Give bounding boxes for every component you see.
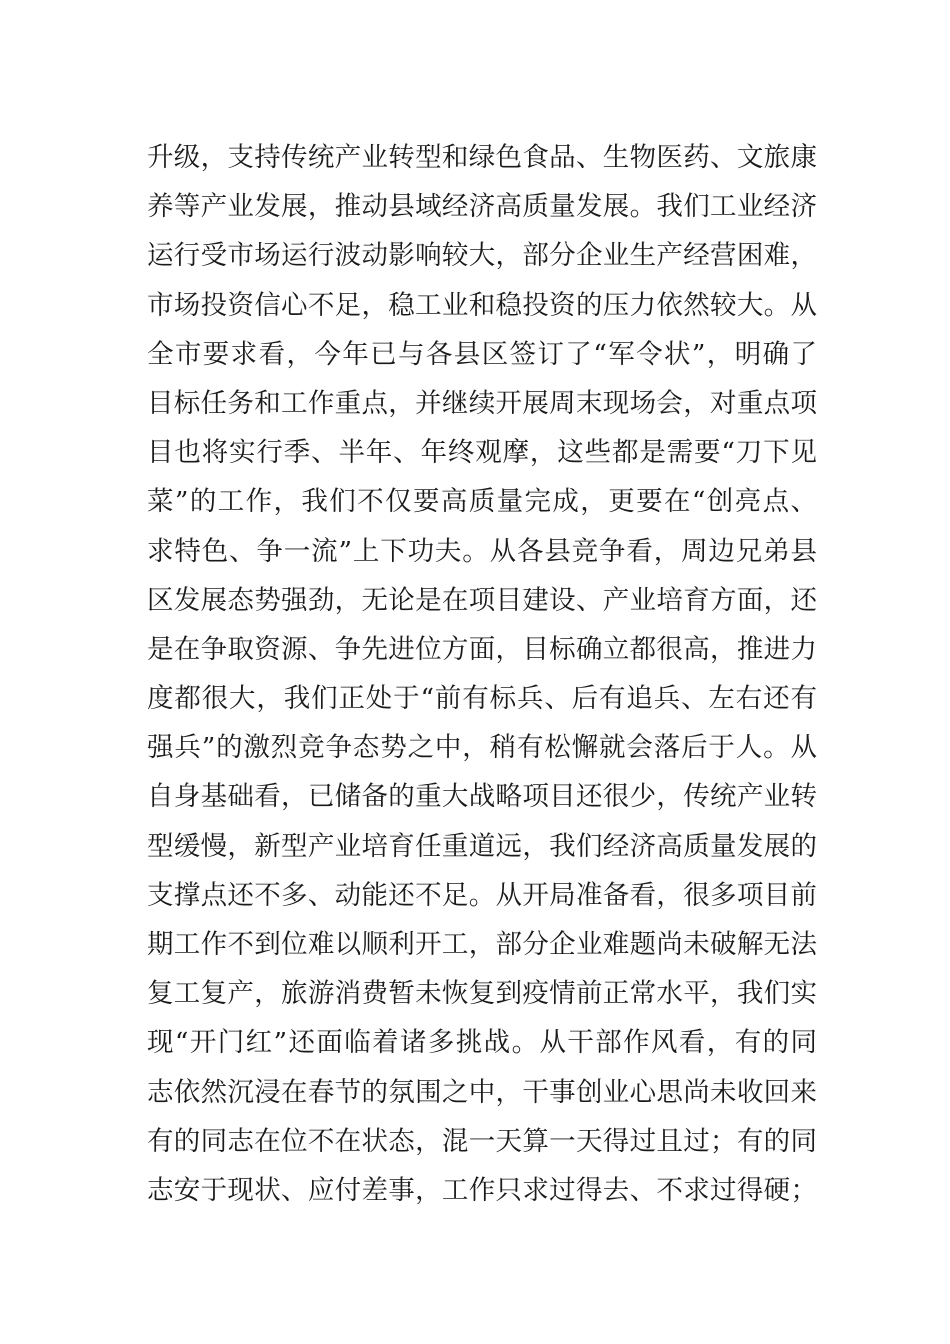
text-line: 自身基础看，已储备的重大战略项目还很少，传统产业转 [147, 781, 817, 813]
text-line: 区发展态势强劲，无论是在项目建设、产业培育方面，还 [147, 584, 817, 616]
text-line: 目也将实行季、半年、年终观摩，这些都是需要“刀下见 [147, 437, 817, 469]
text-line: 期工作不到位难以顺利开工，部分企业难题尚未破解无法 [147, 929, 817, 960]
text-line: 全市要求看，今年已与各县区签订了“军令状”，明确了 [147, 338, 817, 370]
text-line: 目标任务和工作重点，并继续开展周末现场会，对重点项 [147, 387, 817, 419]
text-line: 强兵”的激烈竞争态势之中，稍有松懈就会落后于人。从 [147, 732, 817, 764]
body-text [147, 133, 817, 1215]
text-line: 志安于现状、应付差事，工作只求过得去、不求过得硬； [147, 1174, 817, 1206]
text-line: 志依然沉浸在春节的氛围之中，干事创业心思尚未收回来 [147, 1076, 817, 1108]
text-line: 现“开门红”还面临着诸多挑战。从干部作风看，有的同 [147, 1027, 817, 1059]
text-line: 型缓慢，新型产业培育任重道远，我们经济高质量发展的 [147, 830, 817, 862]
text-line: 是在争取资源、争先进位方面，目标确立都很高，推进力 [147, 633, 817, 665]
text-line: 求特色、争一流”上下功夫。从各县竞争看，周边兄弟县 [147, 535, 817, 567]
text-line: 养等产业发展，推动县域经济高质量发展。我们工业经济 [147, 191, 817, 223]
text-line: 市场投资信心不足，稳工业和稳投资的压力依然较大。从 [147, 289, 817, 321]
text-line: 升级，支持传统产业转型和绿色食品、生物医药、文旅康 [147, 142, 817, 173]
text-line: 菜”的工作，我们不仅要高质量完成，更要在“创亮点、 [147, 486, 817, 518]
text-line: 复工复产，旅游消费暂未恢复到疫情前正常水平，我们实 [147, 978, 817, 1010]
text-line: 度都很大，我们正处于“前有标兵、后有追兵、左右还有 [147, 683, 817, 715]
text-line: 支撑点还不多、动能还不足。从开局准备看，很多项目前 [147, 879, 817, 911]
text-line: 有的同志在位不在状态，混一天算一天得过且过；有的同 [147, 1125, 817, 1157]
text-line: 运行受市场运行波动影响较大，部分企业生产经营困难， [147, 240, 817, 272]
